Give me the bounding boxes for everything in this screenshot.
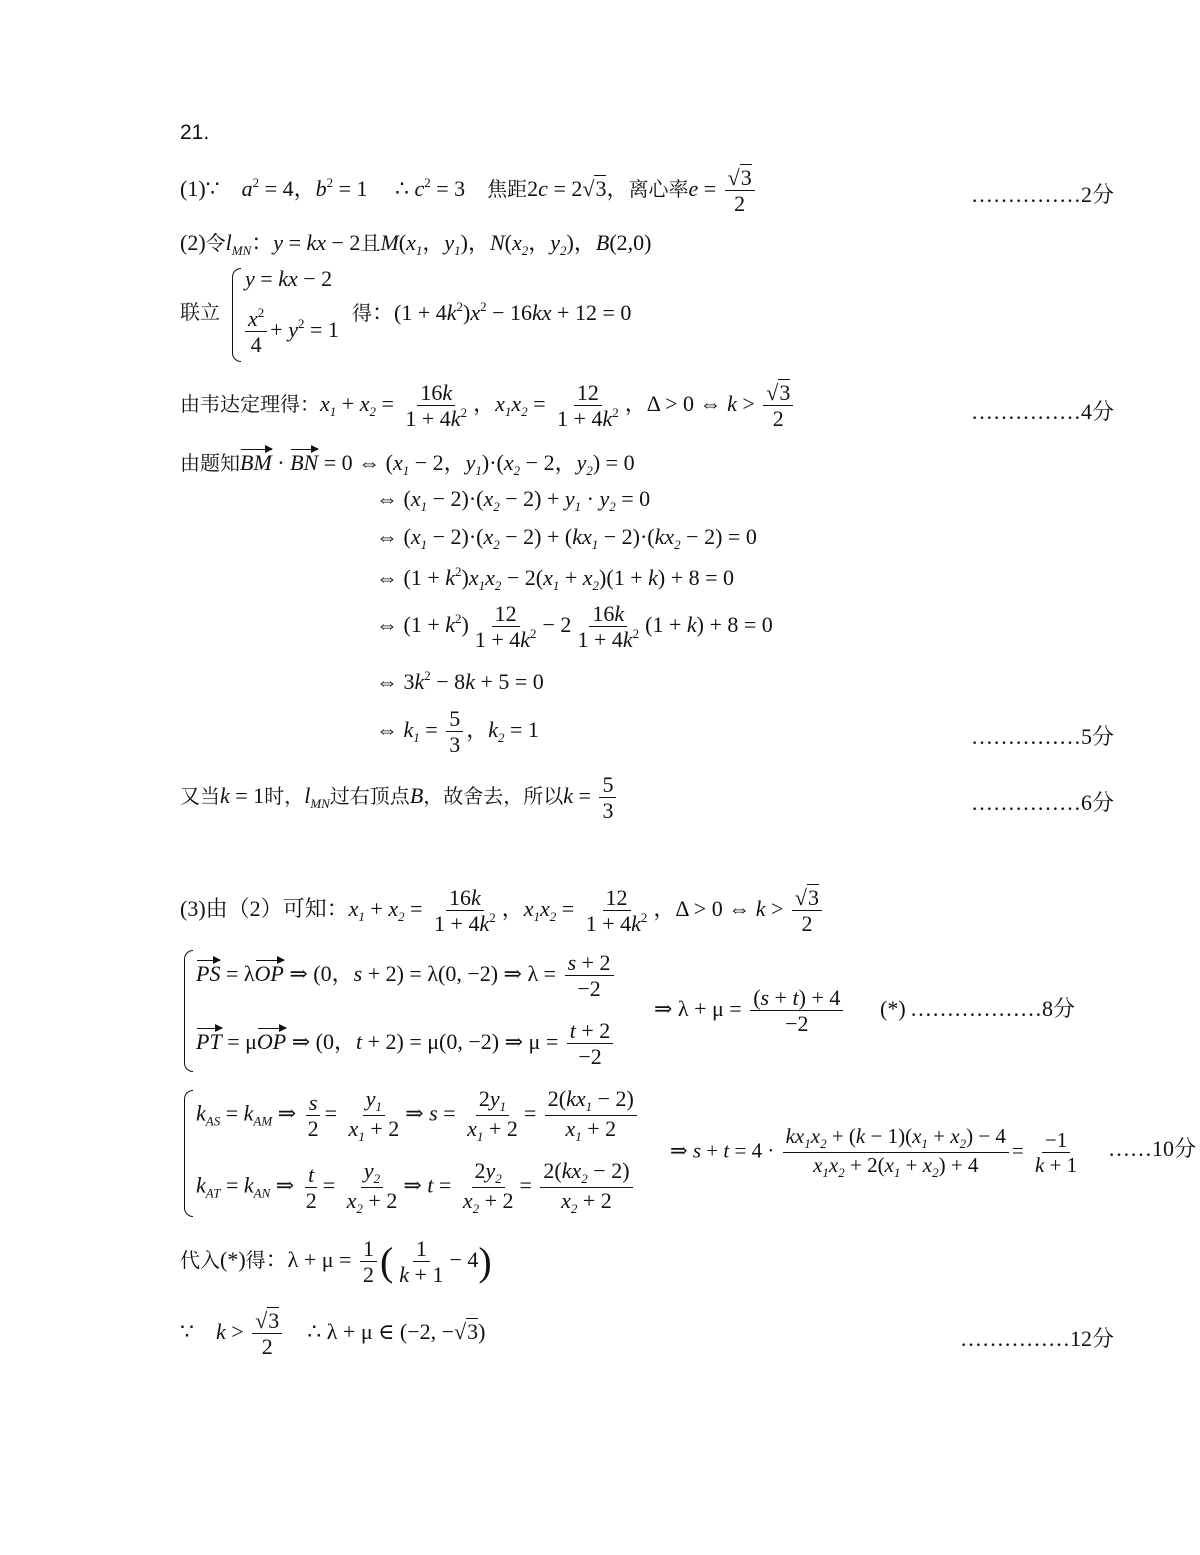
- score-2: ……………2分: [970, 182, 1114, 207]
- ps-line: PS = λOP ⇒ (0，s + 2) = λ(0, −2) ⇒ λ = $\frac{s + 2}{-2}$: [196, 950, 617, 1002]
- part3-vieta: (3)由（2）可知：$x_1 + x_2$ = $\frac{16k}{1 + 4k^2}$ ，$x_1x_2$ = $\frac{12}{1 + 4k^2}$ ，Δ > 0 ⇔ k > $\frac{√3}{2}$: [180, 885, 825, 937]
- dot-step-2: ⇔ $(x_1 - 2)\cdot(x_2 - 2) + (kx_1 - 2)\cdot(kx_2 - 2) = 0$: [376, 524, 757, 552]
- system-brace: [232, 268, 241, 362]
- part2-conclusion: 又当k = 1时，$l_{MN}$过右顶点B，故舍去，所以k = $\frac{5}{3}$: [180, 772, 619, 824]
- dot-step-5: ⇔ $3k^2 - 8k + 5 = 0$: [376, 668, 544, 694]
- score-6: ……………6分: [970, 790, 1114, 815]
- pt-line: PT = μOP ⇒ (0，t + 2) = μ(0, −2) ⇒ μ = $\frac{t + 2}{-2}$: [196, 1018, 616, 1070]
- score-12: ……………12分: [959, 1326, 1114, 1351]
- system-line-2: $\frac{x^2}{4}$ + $y^2 = 1$: [242, 306, 339, 358]
- vector-system-brace: [184, 950, 193, 1072]
- system-line-1: y = kx − 2: [245, 266, 333, 291]
- final-line: ∵ k > $\frac{√3}{2}$ ∴ λ + μ ∈ (−2, −√3): [180, 1308, 486, 1360]
- score-4: ……………4分: [970, 399, 1114, 424]
- dot-step-0: 由题知BM · BN = 0 ⇔ ($x_1 - 2$，$y_1)\cdot(x_2 - 2$，$y_2) = 0$: [180, 450, 635, 478]
- score-5: ……………5分: [970, 724, 1114, 749]
- slope-system-brace: [184, 1090, 193, 1217]
- score-10: ……10分: [1108, 1136, 1197, 1161]
- part2-intro: (2)令$l_{MN}$：y = kx − 2且$M(x_1$，$y_1$)，$N(x_2$，$y_2$)，B(2,0): [180, 230, 652, 258]
- lambda-mu-sum: ⇒ λ + μ = $\frac{(s + t) + 4}{-2}$: [654, 985, 846, 1037]
- dot-step-3: ⇔ $(1 + k^2)x_1x_2 - 2(x_1 + x_2)(1 + k) + 8 = 0$: [376, 564, 735, 593]
- system-result: 得：$(1 + 4k^2)x^2 - 16kx + 12 = 0$: [352, 299, 632, 325]
- substitute-line: 代入(*)得：λ + μ = $\frac{1}{2}$ ( $\frac{1}{k + 1}$ − 4): [180, 1236, 492, 1288]
- dot-step-1: ⇔ $(x_1 - 2)\cdot(x_2 - 2) + y_1 \cdot y_2 = 0$: [376, 486, 651, 514]
- eccentricity-fraction: $\frac{√3}{2}$: [725, 165, 755, 217]
- star-mark: (*): [880, 996, 906, 1021]
- dot-step-6: ⇔ $k_1$ = $\frac{5}{3}$ ，$k_2 = 1$: [376, 706, 539, 758]
- system-label: 联立: [180, 300, 220, 324]
- kat-line: $k_{AT} = k_{AN}$ ⇒ $\frac{t}{2}$ = $\frac{y_2}{x_2 + 2}$ ⇒ t = $\frac{2y_2}{x_2 + 2}$ = $\frac{2(kx_2 - 2)}{x_2 + 2}$: [196, 1158, 636, 1217]
- dot-step-4: ⇔ $(1 + k^2)$ $\frac{12}{1 + 4k^2}$ − 2 $\frac{16k}{1 + 4k^2}$ (1 + k) + 8 = 0: [376, 601, 773, 653]
- problem-number: 21.: [180, 121, 210, 144]
- s-plus-t: ⇒ s + t = 4 · $\frac{kx_1x_2 + (k - 1)(x_1 + x_2) - 4}{x_1x_2 + 2(x_1 + x_2) + 4}$ = $\frac{-1}{k + 1}$: [670, 1124, 1078, 1180]
- part1-line: (1)∵ $a^2 = 4$，$b^2 = 1$ ∴ $c^2 = 3$ 焦距2c = 2√3，离心率e = $\frac{√3}{2}$: [180, 165, 758, 217]
- kas-line: $k_{AS} = k_{AM}$ ⇒ $\frac{s}{2}$ = $\frac{y_1}{x_1 + 2}$ ⇒ s = $\frac{2y_1}{x_1 + 2}$ = $\frac{2(kx_1 - 2)}{x_1 + 2}$: [196, 1086, 640, 1145]
- vieta-line: 由韦达定理得：$x_1 + x_2$ = $\frac{16k}{1 + 4k^2}$ ，$x_1x_2$ = $\frac{12}{1 + 4k^2}$ ，Δ > 0 ⇔ k > $\frac{√3}{2}$: [180, 380, 796, 432]
- score-8: ………………8分: [910, 996, 1076, 1021]
